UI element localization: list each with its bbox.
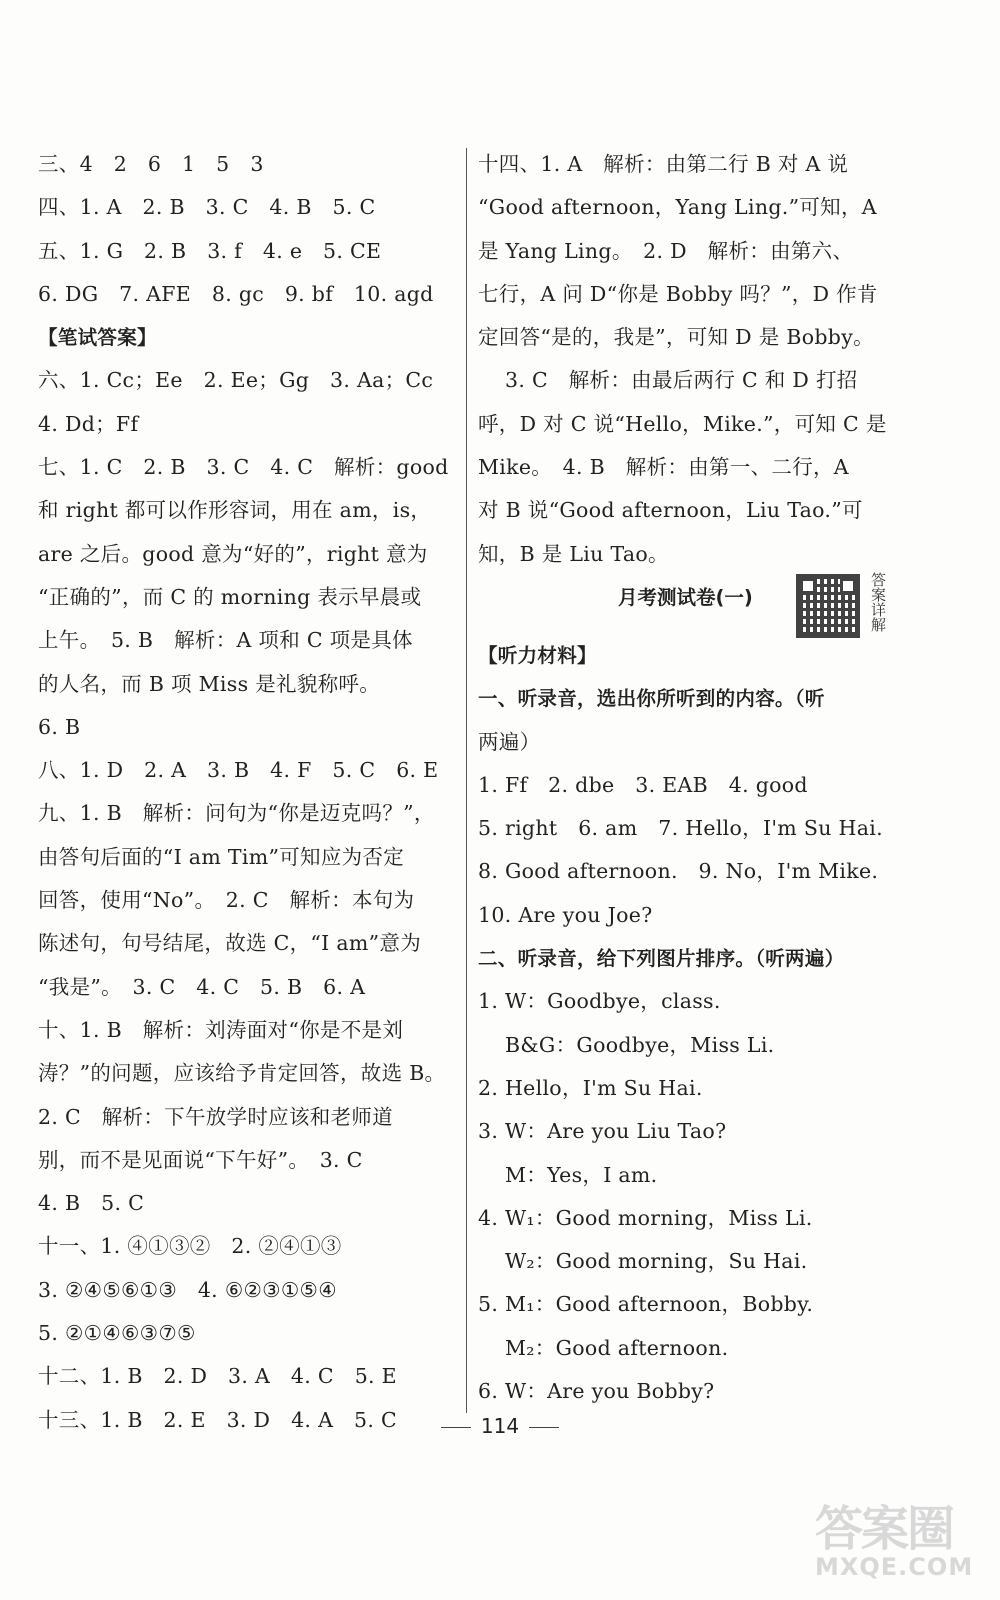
watermark-url: MXQE.COM: [815, 1553, 974, 1581]
answer-line: 上午。 5. B 解析：A 项和 C 项是具体: [38, 628, 413, 653]
right-answer-column: [478, 143, 898, 1413]
answer-line: 知，B 是 Liu Tao。: [478, 541, 669, 566]
answer-line: B&G：Goodbye，Miss Li.: [505, 1032, 775, 1057]
answer-line: 1. Ff 2. dbe 3. EAB 4. good: [478, 772, 808, 797]
right-top-block: [478, 143, 898, 576]
answer-line: 定回答“是的，我是”，可知 D 是 Bobby。: [478, 325, 874, 350]
answer-line: 【听力材料】: [478, 643, 597, 667]
answer-line: 4. B 5. C: [38, 1191, 145, 1216]
section-title: 月考测试卷(一): [618, 585, 753, 609]
answer-line: 4. Dd；Ff: [38, 411, 139, 436]
answer-line: 十三、1. B 2. E 3. D 4. A 5. C: [38, 1407, 397, 1432]
answer-line: 九、1. B 解析：问句为“你是迈克吗？”，: [38, 801, 435, 826]
answer-line: 八、1. D 2. A 3. B 4. F 5. C 6. E: [38, 758, 439, 783]
answer-line: “正确的”，而 C 的 morning 表示早晨或: [38, 584, 422, 609]
answer-line: 四、1. A 2. B 3. C 4. B 5. C: [38, 195, 376, 220]
answer-line: M₂：Good afternoon.: [505, 1335, 729, 1360]
section-header: [478, 571, 898, 634]
answer-line: 陈述句，句号结尾，故选 C，“I am”意为: [38, 931, 422, 956]
watermark-text: 答案圈: [815, 1501, 954, 1557]
answer-line: 1. W：Goodbye，class.: [478, 989, 721, 1014]
answer-line: 的人名，而 B 项 Miss 是礼貌称呼。: [38, 671, 381, 696]
answer-line: “Good afternoon，Yang Ling.”可知，A: [478, 195, 877, 220]
answer-line: 2. C 解析：下午放学时应该和老师道: [38, 1104, 393, 1129]
answer-line: Mike。 4. B 解析：由第一、二行，A: [478, 455, 849, 480]
answer-line: 2. Hello，I'm Su Hai.: [478, 1075, 703, 1100]
answer-line: M：Yes，I am.: [505, 1162, 658, 1187]
answer-line: 十一、1. ④①③② 2. ②④①③: [38, 1234, 342, 1259]
answer-line: 6. DG 7. AFE 8. gc 9. bf 10. agd: [38, 281, 434, 306]
answer-line: 3. W：Are you Liu Tao?: [478, 1119, 727, 1144]
answer-line: are 之后。good 意为“好的”，right 意为: [38, 541, 428, 566]
answer-line: 涛？”的问题，应该给予肯定回答，故选 B。: [38, 1061, 446, 1086]
left-answer-column: [38, 143, 463, 1442]
footer-dash-right: [529, 1427, 559, 1428]
answer-line: 由答句后面的“I am Tim”可知应为否定: [38, 844, 405, 869]
answer-line: 十二、1. B 2. D 3. A 4. C 5. E: [38, 1364, 397, 1389]
answer-line: “我是”。 3. C 4. C 5. B 6. A: [38, 974, 366, 999]
answer-line: 回答，使用“No”。 2. C 解析：本句为: [38, 888, 415, 913]
answer-line: 8. Good afternoon. 9. No，I'm Mike.: [478, 859, 879, 884]
answer-line: 4. W₁：Good morning，Miss Li.: [478, 1205, 813, 1230]
answer-line: 5. right 6. am 7. Hello，I'm Su Hai.: [478, 816, 883, 841]
answer-line: 七、1. C 2. B 3. C 4. C 解析：good: [38, 455, 449, 480]
answer-line: 10. Are you Joe?: [478, 902, 653, 927]
answer-line: 十四、1. A 解析：由第二行 B 对 A 说: [478, 152, 849, 176]
answer-line: 【笔试答案】: [38, 326, 157, 350]
answer-line: 两遍）: [478, 729, 541, 754]
answer-line: 5. M₁：Good afternoon，Bobby.: [478, 1292, 814, 1317]
answer-line: 5. ②①④⑥③⑦⑤: [38, 1321, 196, 1346]
answer-line: 3. C 解析：由最后两行 C 和 D 打招: [505, 368, 858, 393]
answer-line: 五、1. G 2. B 3. f 4. e 5. CE: [38, 238, 382, 263]
column-divider: [466, 148, 467, 1413]
answer-line: 3. ②④⑤⑥①③ 4. ⑥②③①⑤④: [38, 1277, 337, 1302]
answer-line: 别，而不是见面说“下午好”。 3. C: [38, 1147, 363, 1172]
qr-code-icon[interactable]: [796, 574, 860, 638]
qr-label: 答案详解: [869, 571, 887, 632]
answer-line: 十、1. B 解析：刘涛面对“你是不是刘: [38, 1017, 404, 1042]
answer-line: 6. W：Are you Bobby?: [478, 1379, 715, 1404]
answer-line: W₂：Good morning，Su Hai.: [505, 1249, 808, 1274]
answer-line: 呼，D 对 C 说“Hello，Mike.”，可知 C 是: [478, 411, 887, 436]
listening-material-block: [478, 634, 898, 1413]
answer-line: 和 right 都可以作形容词，用在 am，is，: [38, 498, 432, 523]
answer-line: 六、1. Cc；Ee 2. Ee；Gg 3. Aa；Cc: [38, 368, 434, 393]
watermark-logo: [815, 1490, 985, 1590]
page-number-footer: [0, 1414, 1000, 1438]
answer-line: 七行，A 问 D“你是 Bobby 吗？”，D 作肯: [478, 281, 878, 306]
answer-line: 是 Yang Ling。 2. D 解析：由第六、: [478, 238, 854, 263]
answer-line: 三、4 2 6 1 5 3: [38, 152, 264, 176]
page-number: 114: [480, 1414, 520, 1438]
answer-line: 一、听录音，选出你所听到的内容。（听: [478, 687, 825, 711]
answer-line: 二、听录音，给下列图片排序。（听两遍）: [478, 947, 845, 971]
footer-dash-left: [441, 1427, 471, 1428]
answer-line: 对 B 说“Good afternoon，Liu Tao.”可: [478, 498, 863, 523]
answer-line: 6. B: [38, 714, 81, 739]
